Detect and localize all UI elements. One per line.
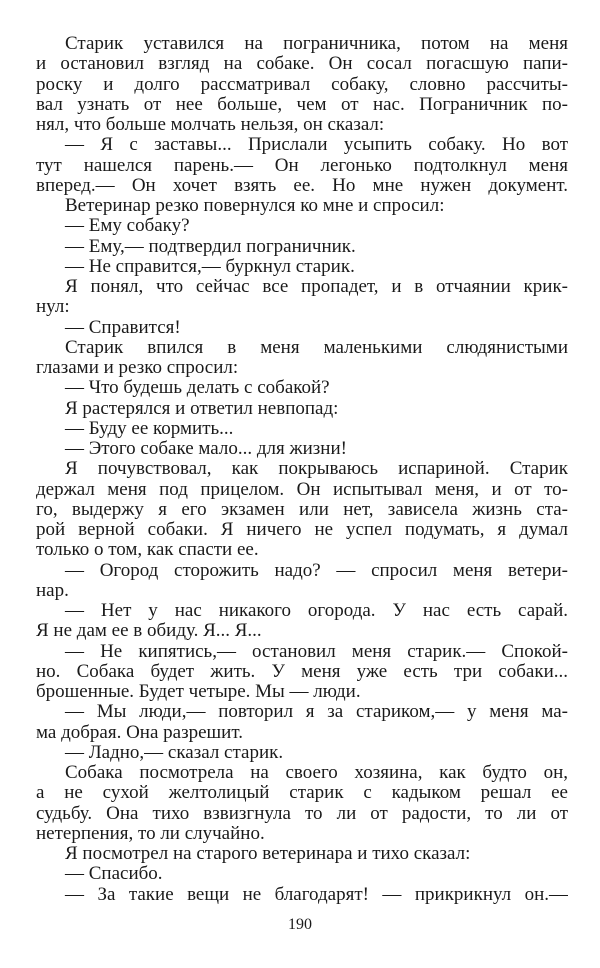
text-line: — Этого собаке мало... для жизни! — [65, 438, 347, 459]
text-line: роску и долго рассматривал собаку, словно рассчиты- — [36, 74, 568, 95]
text-line: держал меня под прицелом. Он испытывал меня, и от то- — [36, 479, 568, 500]
text-line: вперед.— Он хочет взять ее. Но мне нужен документ. — [36, 175, 568, 196]
text-line: — Что будешь делать с собакой? — [65, 377, 330, 399]
text-line: Я не дам ее в обиду. Я... Я... — [36, 620, 262, 642]
text-line: Я растерялся и ответил невпопад: — [65, 397, 339, 419]
text-line: — Я с заставы... Прислали усыпить собаку. Но вот — [65, 135, 568, 156]
text-line: Ветеринар резко повернулся ко мне и спросил: — [65, 195, 445, 216]
text-line: судьбу. Она тихо взвизгнула то ли от радости, то ли от — [36, 803, 568, 824]
text-line: вал узнать от нее больше, чем от нас. Пограничник по- — [36, 94, 568, 115]
text-line: — Нет у нас никакого огорода. У нас есть сарай. — [65, 601, 568, 621]
text-line: брошенные. Будет четыре. Мы — люди. — [36, 681, 361, 702]
text-line: Я понял, что сейчас все пропадет, и в отчаянии крик- — [65, 277, 568, 297]
page-number: 190 — [288, 916, 312, 933]
text-line: нул: — [36, 296, 70, 318]
text-line: — Ладно,— сказал старик. — [65, 741, 284, 763]
text-line: — Буду ее кормить... — [65, 417, 234, 439]
text-line: го, выдержу я его экзамен или нет, зависела жизнь ста- — [36, 499, 568, 520]
text-line: — Не кипятись,— остановил меня старик.— Спокой- — [65, 641, 568, 662]
text-line: Старик впился в меня маленькими слюдянистыми — [65, 337, 568, 358]
text-line: — Не справится,— буркнул старик. — [65, 255, 355, 277]
text-line: Я посмотрел на старого ветеринара и тихо сказал: — [65, 843, 471, 864]
text-line: нетерпения, то ли случайно. — [36, 822, 265, 844]
text-line: Старик уставился на пограничника, потом на меня — [65, 34, 568, 54]
text-line: рой верной собаки. Я ничего не успел подумать, я думал — [36, 520, 568, 540]
page-body — [36, 34, 568, 905]
text-line: Я почувствовал, как покрываюсь испариной. Старик — [65, 459, 568, 480]
text-line: — Спасибо. — [65, 863, 163, 885]
text-line: — Ему,— подтвердил пограничник. — [65, 235, 356, 257]
text-line: — Ему собаку? — [65, 215, 190, 237]
text-line: глазами и резко спросил: — [36, 357, 239, 378]
text-line: Собака посмотрела на своего хозяина, как будто он, — [65, 763, 568, 783]
text-line: нял, что больше молчать нельзя, он сказал: — [36, 114, 385, 135]
text-line: только о том, как спасти ее. — [36, 539, 259, 561]
text-line: и остановил взгляд на собаке. Он сосал погасшую папи- — [36, 54, 568, 75]
text-line: — Огород сторожить надо? — спросил меня ветери- — [65, 560, 568, 581]
text-line: ма добрая. Она разрешит. — [36, 721, 243, 743]
text-line: а не сухой желтолицый старик с кадыком решал ее — [36, 783, 568, 804]
text-line: тут нашелся парень.— Он легонько подтолкнул меня — [36, 155, 568, 176]
text-line: но. Собака будет жить. У меня уже есть три собаки... — [36, 661, 568, 682]
text-line: нар. — [36, 579, 69, 601]
text-line: — Мы люди,— повторил я за стариком,— у меня ма- — [65, 702, 568, 723]
text-line: — Справится! — [65, 316, 181, 338]
text-line: — За такие вещи не благодарят! — прикрикнул он.— — [65, 884, 568, 905]
